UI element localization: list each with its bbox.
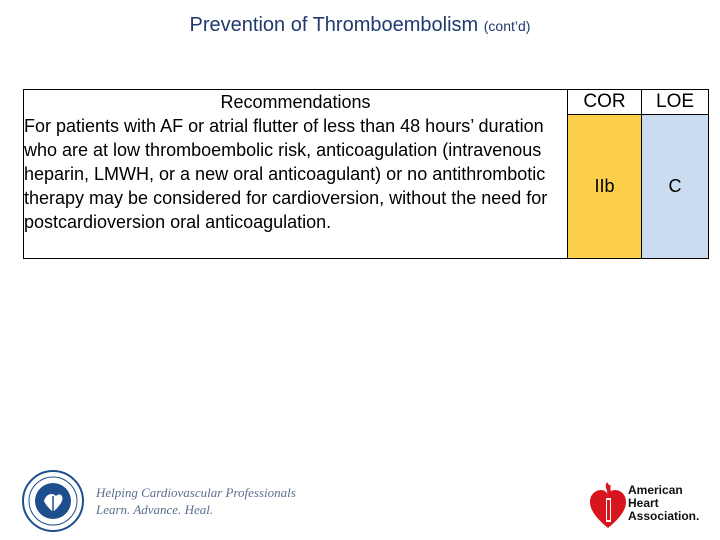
cor-value: IIb [568, 115, 642, 259]
acc-tagline-line1: Helping Cardiovascular Professionals [96, 485, 296, 500]
title-suffix: (cont’d) [483, 18, 531, 34]
recommendation-text: For patients with AF or atrial flutter of less than 48 hours’ duration who are at low thromboembolic risk, anticoagulation (intravenous heparin, LMWH, or a new oral anticoagulant) or no antithrombotic therapy may be considered for cardioversion, without the need for postcardioversion oral anticoagulation. [24, 116, 548, 232]
aha-line1: American [628, 483, 683, 497]
acc-tagline-line2: Learn. Advance. Heal. [96, 502, 214, 517]
loe-value: C [642, 115, 709, 259]
aha-line2: Heart [628, 496, 659, 510]
aha-heart-torch-logo [588, 478, 628, 532]
aha-wordmark [628, 484, 699, 523]
loe-header: LOE [642, 90, 709, 115]
title-main: Prevention of Thromboembolism [189, 14, 479, 36]
recommendations-header: Recommendations [220, 92, 371, 112]
recommendation-cell [24, 90, 568, 259]
acc-seal-logo [22, 470, 84, 532]
cor-header: COR [568, 90, 642, 115]
page-title [0, 14, 720, 37]
recommendation-table [23, 89, 709, 259]
acc-tagline [96, 484, 296, 518]
aha-line3: Association. [628, 509, 700, 523]
